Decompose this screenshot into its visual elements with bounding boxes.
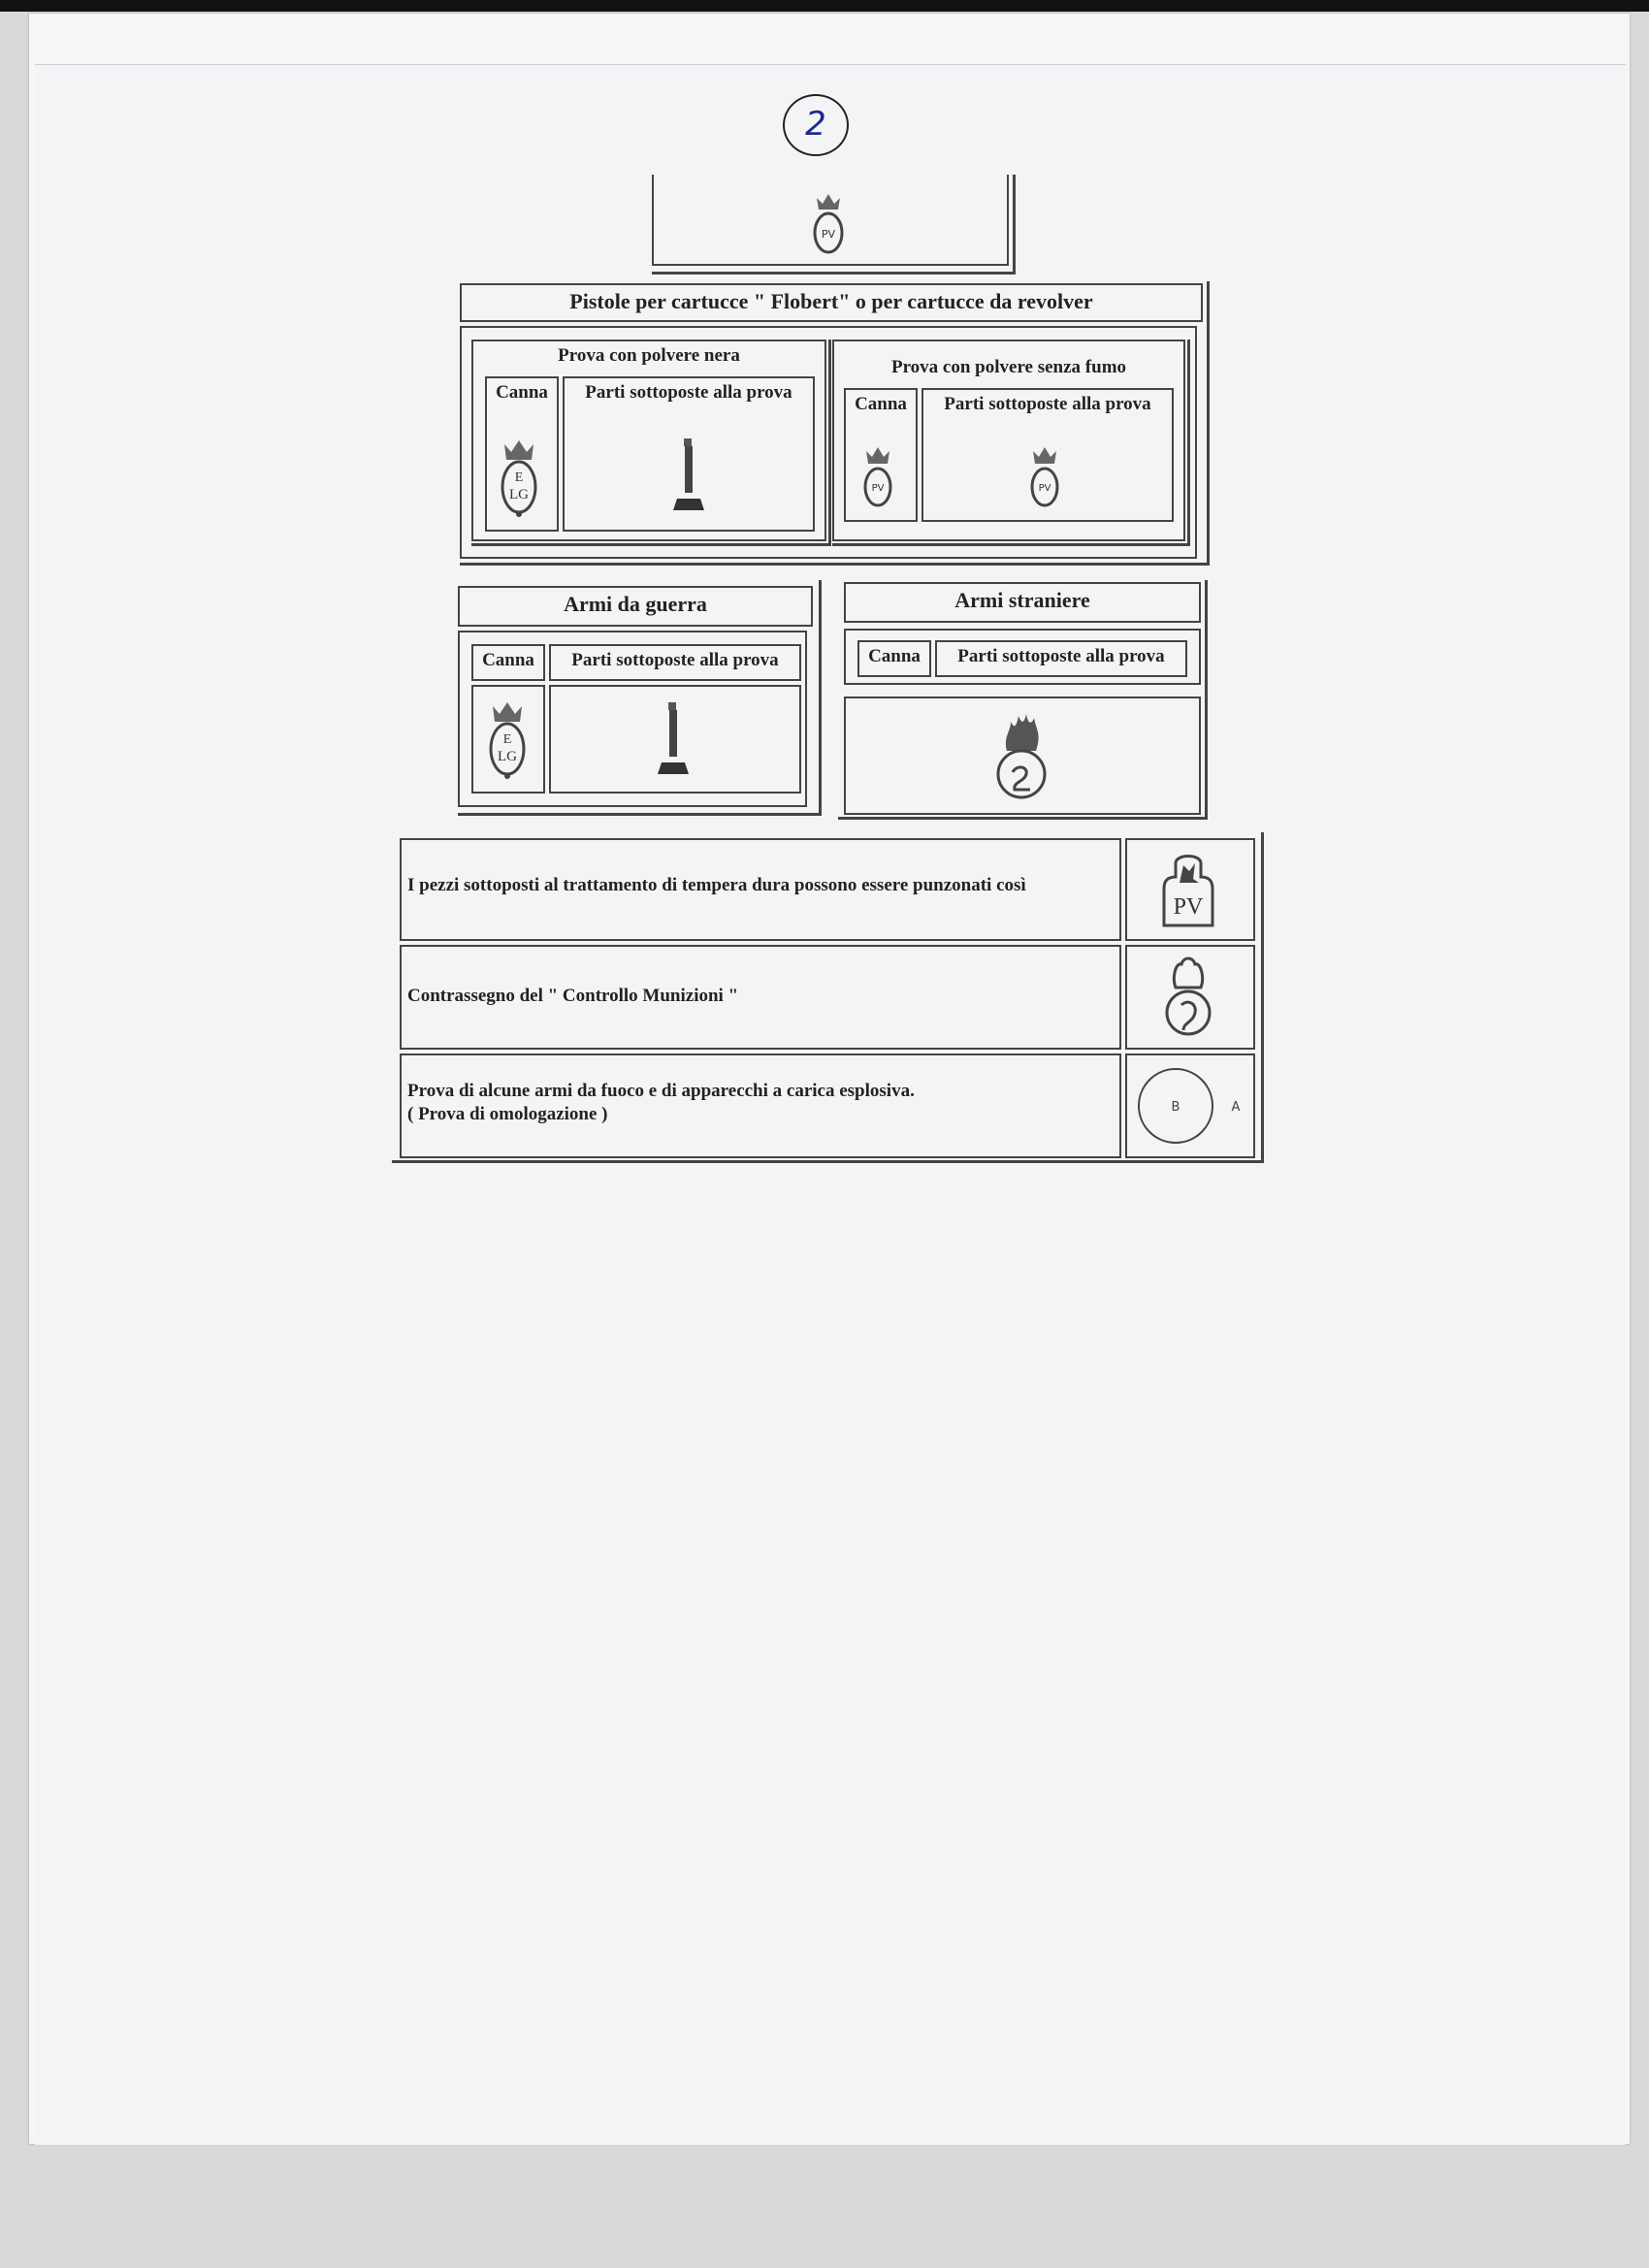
svg-text:LG: LG	[509, 487, 529, 502]
column-stamp-icon	[669, 435, 708, 514]
foreign-weapons-title: Armi straniere	[954, 588, 1090, 612]
row2-text: Contrassegno del " Controllo Munizioni "	[407, 986, 739, 1006]
flaming-grenade-stamp-icon	[993, 712, 1050, 801]
smokeless-parts-header: Parti sottoposte alla prova	[944, 394, 1151, 414]
crown-pv-stamp-icon	[811, 190, 846, 258]
black-powder-title: Prova con polvere nera	[558, 345, 740, 366]
grenade-stamp-icon	[1162, 955, 1214, 1042]
crown-elg-stamp-icon	[499, 437, 539, 520]
foreign-weapons-barrel-header: Canna	[868, 646, 921, 666]
smokeless-title: Prova con polvere senza fumo	[890, 357, 1127, 377]
crown-pv-stamp-icon	[861, 444, 894, 510]
circle-ab-stamp-icon	[1137, 1065, 1245, 1149]
page-number: 2	[783, 94, 849, 156]
flobert-title: Pistole per cartucce " Flobert" o per cartucce da revolver	[569, 289, 1093, 313]
svg-text:E: E	[514, 470, 524, 485]
crown-elg-stamp-icon	[487, 698, 528, 782]
row3-text: Prova di alcune armi da fuoco e di apparecchi a carica esplosiva.	[407, 1081, 915, 1101]
crown-pv-stamp-icon	[1028, 444, 1061, 510]
svg-text:E: E	[502, 732, 512, 747]
svg-text:PV: PV	[1173, 894, 1204, 920]
war-weapons-barrel-header: Canna	[482, 650, 534, 670]
row1-text: I pezzi sottoposti al trattamento di tempera dura possono essere punzonati così	[407, 875, 1026, 895]
row3-text-sub: ( Prova di omologazione )	[407, 1104, 608, 1124]
black-powder-parts-header: Parti sottoposte alla prova	[585, 382, 792, 403]
svg-text:PV: PV	[1038, 483, 1051, 494]
svg-text:LG: LG	[498, 749, 517, 764]
war-weapons-title: Armi da guerra	[564, 592, 707, 616]
svg-text:B: B	[1171, 1100, 1180, 1115]
war-weapons-parts-header: Parti sottoposte alla prova	[571, 650, 779, 670]
lion-pv-stamp-icon	[1156, 850, 1220, 931]
column-stamp-icon	[654, 698, 693, 778]
svg-text:A: A	[1231, 1100, 1241, 1115]
foreign-weapons-parts-header: Parti sottoposte alla prova	[957, 646, 1165, 666]
scan-top-edge	[0, 0, 1649, 12]
pv-label: PV	[821, 228, 836, 241]
smokeless-barrel-header: Canna	[855, 394, 907, 414]
svg-text:PV: PV	[871, 483, 885, 494]
black-powder-barrel-header: Canna	[496, 382, 548, 403]
